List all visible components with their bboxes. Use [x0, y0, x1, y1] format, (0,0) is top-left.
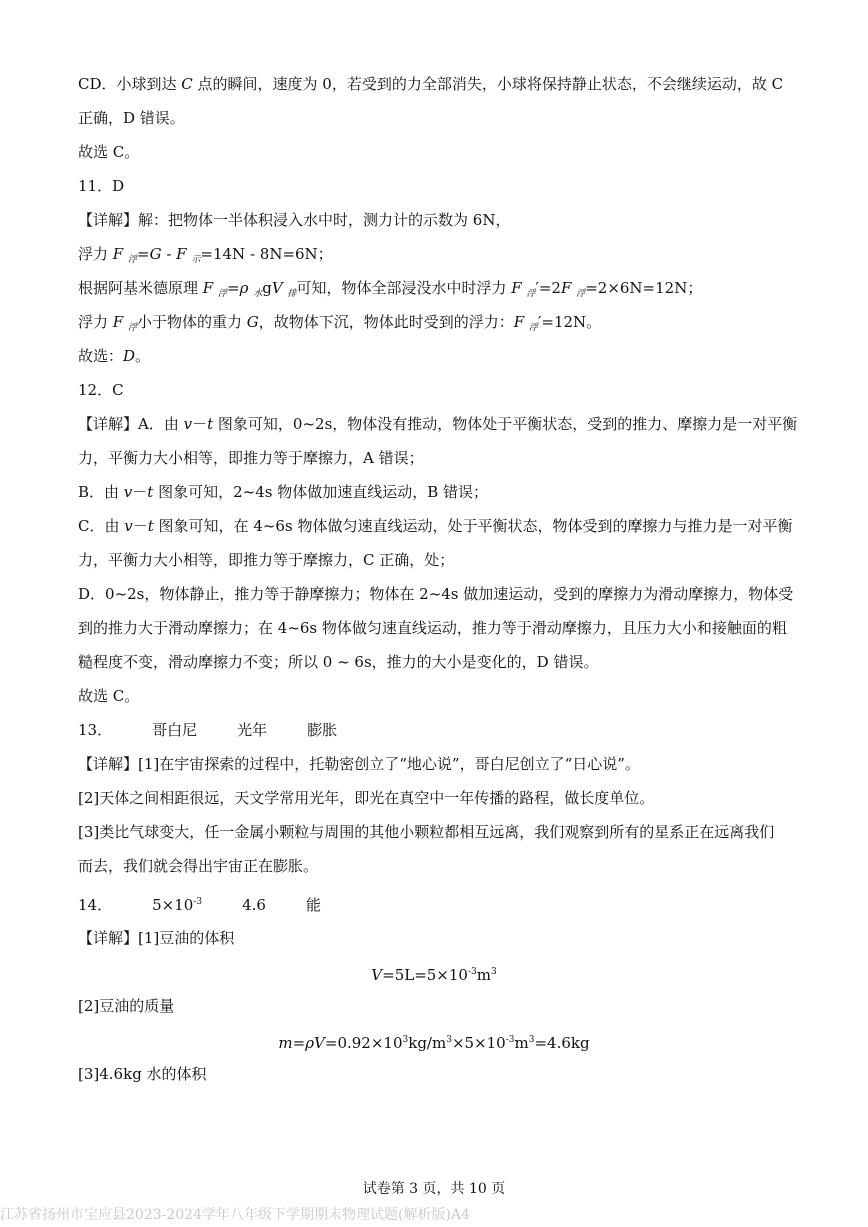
text-line: CD．小球到达 C 点的瞬间，速度为 0，若受到的力全部消失，小球将保持静止状态，不会继续运动，故 C [78, 75, 784, 93]
text-line: 故选 C。 [78, 143, 140, 161]
text-line: 【详解】[1]在宇宙探索的过程中，托勒密创立了“地心说”，哥白尼创立了“日心说”。 [78, 755, 640, 773]
text-line: [3]类比气球变大，任一金属小颗粒与周围的其他小颗粒都相互远离，我们观察到所有的星系正在远离我们 [78, 823, 775, 841]
text-line: [3]4.6kg 水的体积 [78, 1065, 207, 1083]
text-line: 正确，D 错误。 [78, 109, 185, 127]
text-line: 浮力 F $_浮$=G - F $_示$=14N - 8N=6N； [78, 245, 333, 265]
text-line: 到的推力大于滑动摩擦力；在 4~6s 物体做匀速直线运动，推力等于滑动摩擦力，且压力大小和接触面的粗 [78, 619, 787, 637]
text-line: 力，平衡力大小相等，即推力等于摩擦力，C 正确，处； [78, 551, 455, 569]
question-13-answer: 13． 哥白尼 光年 膨胀 [78, 721, 338, 739]
text-line: [2]天体之间相距很远，天文学常用光年，即光在真空中一年传播的路程，做长度单位。 [78, 789, 655, 807]
text-line: 糙程度不变，滑动摩擦力不变；所以 0 ~ 6s，推力的大小是变化的，D 错误。 [78, 653, 599, 671]
equation-volume: $V=5L=5\times 10^{-3}m^3$ [371, 966, 497, 984]
text-line: 而去，我们就会得出宇宙正在膨胀。 [78, 857, 319, 875]
question-12-answer: 12．C [78, 381, 124, 399]
text-line: 浮力 F $_浮$小于物体的重力 G，故物体下沉，物体此时受到的浮力：F $_浮$′=12N。 [78, 313, 602, 333]
page-footer: 试卷第 3 页，共 10 页 [362, 1181, 506, 1197]
watermark: 江苏省扬州市宝应县2023-2024学年八年级下学期期末物理试题(解析版)A4 [0, 1207, 470, 1223]
text-line: 故选：D。 [78, 347, 151, 365]
text-line: 【详解】解：把物体一半体积浸入水中时，测力计的示数为 6N， [78, 211, 511, 229]
text-line: 力，平衡力大小相等，即推力等于摩擦力，A 错误； [78, 449, 424, 467]
question-14-answer: 14． $5\times 10^{-3}$ 4.6 能 [78, 896, 321, 914]
equation-mass: $m=\rho V=0.92\times 10^3kg/m^3\times 5\times 10^{-3}m^3=4.6kg$ [278, 1034, 590, 1052]
text-line: D．0~2s，物体静止，推力等于静摩擦力；物体在 2~4s 做加速运动，受到的摩擦力为滑动摩擦力，物体受 [78, 585, 794, 603]
question-11-answer: 11．D [78, 177, 125, 195]
text-line: [2]豆油的质量 [78, 997, 175, 1015]
text-line: 【详解】A．由 v－t 图象可知，0~2s，物体没有推动，物体处于平衡状态，受到的推力、摩擦力是一对平衡 [78, 415, 798, 433]
text-line: 故选 C。 [78, 687, 140, 705]
text-line: 【详解】[1]豆油的体积 [78, 929, 235, 947]
text-line: B．由 v－t 图象可知，2~4s 物体做加速直线运动，B 错误； [78, 483, 489, 501]
text-line: C．由 v－t 图象可知，在 4~6s 物体做匀速直线运动，处于平衡状态，物体受到的摩擦力与推力是一对平衡 [78, 517, 793, 535]
text-line: 根据阿基米德原理 F $_浮$=ρ $_水$gV $_排$可知，物体全部浸没水中时浮力 F $_浮$′=2F $_浮$=2×6N=12N； [78, 279, 703, 299]
